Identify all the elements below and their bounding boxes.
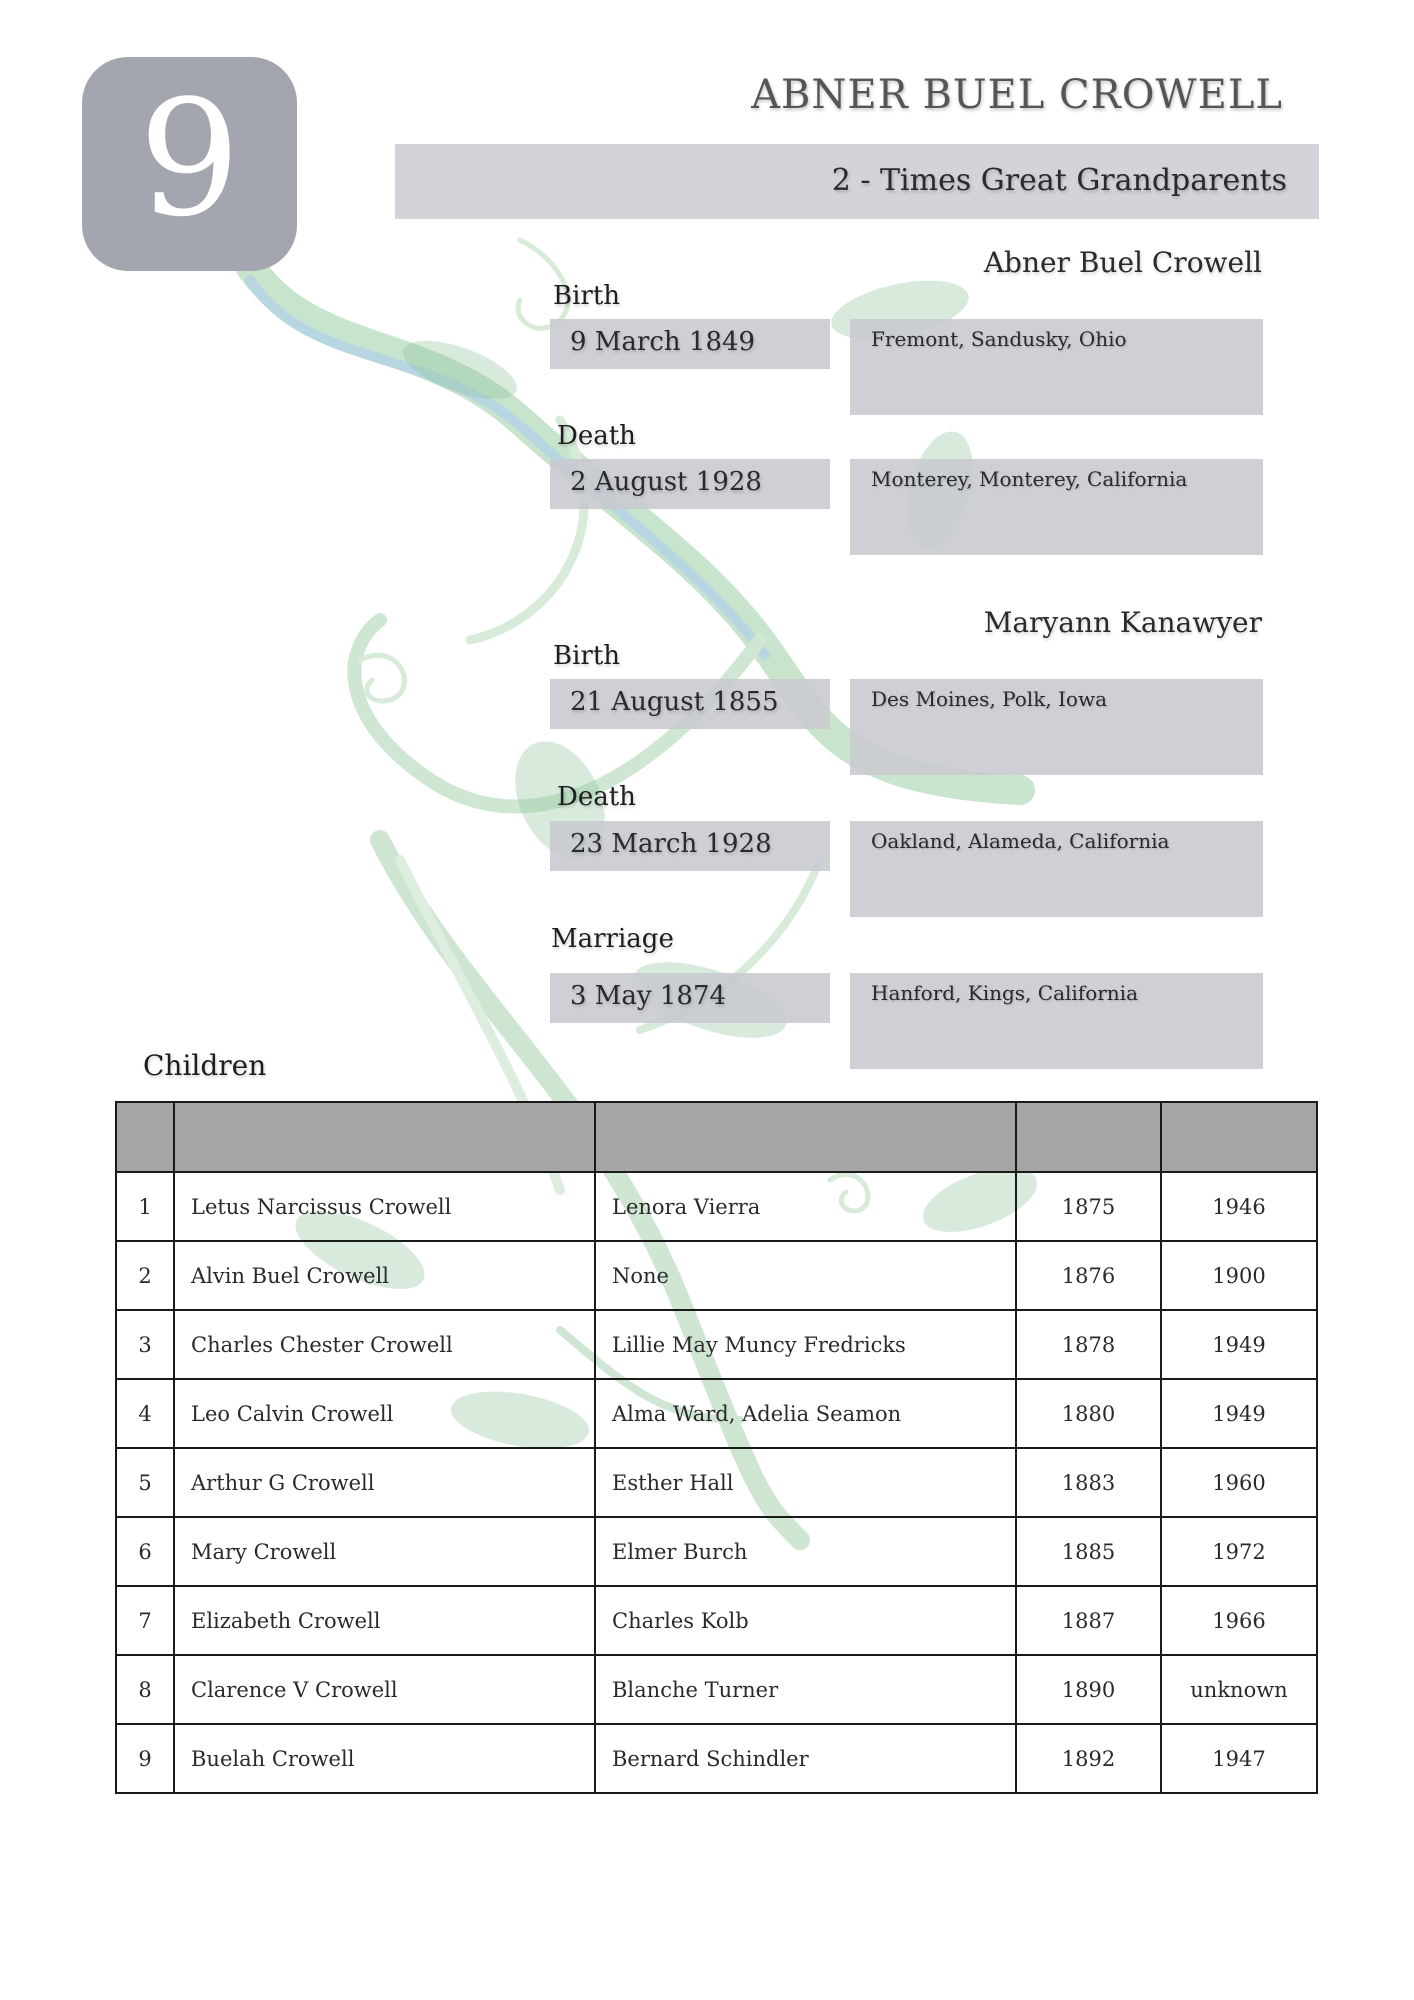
child-name: Arthur G Crowell bbox=[174, 1448, 595, 1517]
child-birth-year: 1883 bbox=[1016, 1448, 1161, 1517]
marriage-place: Hanford, Kings, California bbox=[850, 973, 1263, 1069]
wife-death-date: 23 March 1928 bbox=[550, 821, 830, 871]
table-row bbox=[116, 1241, 1317, 1310]
child-number: 4 bbox=[116, 1379, 174, 1448]
table-row bbox=[116, 1586, 1317, 1655]
child-spouse: Lenora Vierra bbox=[595, 1172, 1016, 1241]
child-death-year: 1947 bbox=[1161, 1724, 1317, 1793]
child-spouse: None bbox=[595, 1241, 1016, 1310]
child-spouse: Lillie May Muncy Fredricks bbox=[595, 1310, 1016, 1379]
children-heading: Children bbox=[143, 1049, 267, 1082]
child-death-year: 1966 bbox=[1161, 1586, 1317, 1655]
generation-label: 2 - Times Great Grandparents bbox=[831, 163, 1287, 198]
wife-death-label: Death bbox=[557, 782, 636, 812]
header-num-cell bbox=[116, 1102, 174, 1172]
child-birth-year: 1890 bbox=[1016, 1655, 1161, 1724]
child-name: Buelah Crowell bbox=[174, 1724, 595, 1793]
page-number-badge bbox=[82, 57, 297, 271]
table-row bbox=[116, 1655, 1317, 1724]
table-header-row bbox=[116, 1102, 1317, 1172]
child-birth-year: 1887 bbox=[1016, 1586, 1161, 1655]
child-number: 9 bbox=[116, 1724, 174, 1793]
husband-birth-place: Fremont, Sandusky, Ohio bbox=[850, 319, 1263, 415]
table-row bbox=[116, 1724, 1317, 1793]
child-spouse: Elmer Burch bbox=[595, 1517, 1016, 1586]
husband-death-label: Death bbox=[557, 421, 636, 451]
child-death-year: 1960 bbox=[1161, 1448, 1317, 1517]
husband-birth-label: Birth bbox=[553, 281, 621, 311]
child-number: 6 bbox=[116, 1517, 174, 1586]
marriage-label: Marriage bbox=[551, 924, 674, 954]
header-born-cell bbox=[1016, 1102, 1161, 1172]
child-number: 1 bbox=[116, 1172, 174, 1241]
header-spouse-cell bbox=[595, 1102, 1016, 1172]
child-number: 7 bbox=[116, 1586, 174, 1655]
child-number: 8 bbox=[116, 1655, 174, 1724]
child-birth-year: 1876 bbox=[1016, 1241, 1161, 1310]
husband-death-place: Monterey, Monterey, California bbox=[850, 459, 1263, 555]
child-death-year: 1949 bbox=[1161, 1310, 1317, 1379]
child-name: Mary Crowell bbox=[174, 1517, 595, 1586]
child-spouse: Blanche Turner bbox=[595, 1655, 1016, 1724]
child-death-year: 1946 bbox=[1161, 1172, 1317, 1241]
header-name-cell bbox=[174, 1102, 595, 1172]
child-name: Alvin Buel Crowell bbox=[174, 1241, 595, 1310]
child-number: 2 bbox=[116, 1241, 174, 1310]
child-name: Charles Chester Crowell bbox=[174, 1310, 595, 1379]
page-number: 9 bbox=[138, 65, 241, 252]
wife-name: Maryann Kanawyer bbox=[983, 606, 1262, 639]
child-death-year: 1949 bbox=[1161, 1379, 1317, 1448]
header-died-cell bbox=[1161, 1102, 1317, 1172]
child-spouse: Alma Ward, Adelia Seamon bbox=[595, 1379, 1016, 1448]
child-name: Elizabeth Crowell bbox=[174, 1586, 595, 1655]
child-death-year: unknown bbox=[1161, 1655, 1317, 1724]
marriage-date: 3 May 1874 bbox=[550, 973, 830, 1023]
child-spouse: Esther Hall bbox=[595, 1448, 1016, 1517]
child-birth-year: 1875 bbox=[1016, 1172, 1161, 1241]
child-spouse: Charles Kolb bbox=[595, 1586, 1016, 1655]
child-birth-year: 1878 bbox=[1016, 1310, 1161, 1379]
husband-name: Abner Buel Crowell bbox=[983, 246, 1262, 279]
table-row bbox=[116, 1517, 1317, 1586]
child-name: Clarence V Crowell bbox=[174, 1655, 595, 1724]
child-birth-year: 1880 bbox=[1016, 1379, 1161, 1448]
child-name: Leo Calvin Crowell bbox=[174, 1379, 595, 1448]
husband-death-date: 2 August 1928 bbox=[550, 459, 830, 509]
table-row bbox=[116, 1448, 1317, 1517]
table-row bbox=[116, 1172, 1317, 1241]
child-birth-year: 1892 bbox=[1016, 1724, 1161, 1793]
child-death-year: 1972 bbox=[1161, 1517, 1317, 1586]
child-number: 3 bbox=[116, 1310, 174, 1379]
children-table bbox=[115, 1101, 1318, 1794]
page-title: ABNER BUEL CROWELL bbox=[751, 72, 1283, 118]
generation-banner bbox=[395, 144, 1319, 219]
wife-birth-place: Des Moines, Polk, Iowa bbox=[850, 679, 1263, 775]
wife-birth-label: Birth bbox=[553, 641, 621, 671]
child-death-year: 1900 bbox=[1161, 1241, 1317, 1310]
table-row bbox=[116, 1310, 1317, 1379]
husband-birth-date: 9 March 1849 bbox=[550, 319, 830, 369]
child-spouse: Bernard Schindler bbox=[595, 1724, 1016, 1793]
table-row bbox=[116, 1379, 1317, 1448]
child-birth-year: 1885 bbox=[1016, 1517, 1161, 1586]
wife-birth-date: 21 August 1855 bbox=[550, 679, 830, 729]
child-number: 5 bbox=[116, 1448, 174, 1517]
wife-death-place: Oakland, Alameda, California bbox=[850, 821, 1263, 917]
child-name: Letus Narcissus Crowell bbox=[174, 1172, 595, 1241]
